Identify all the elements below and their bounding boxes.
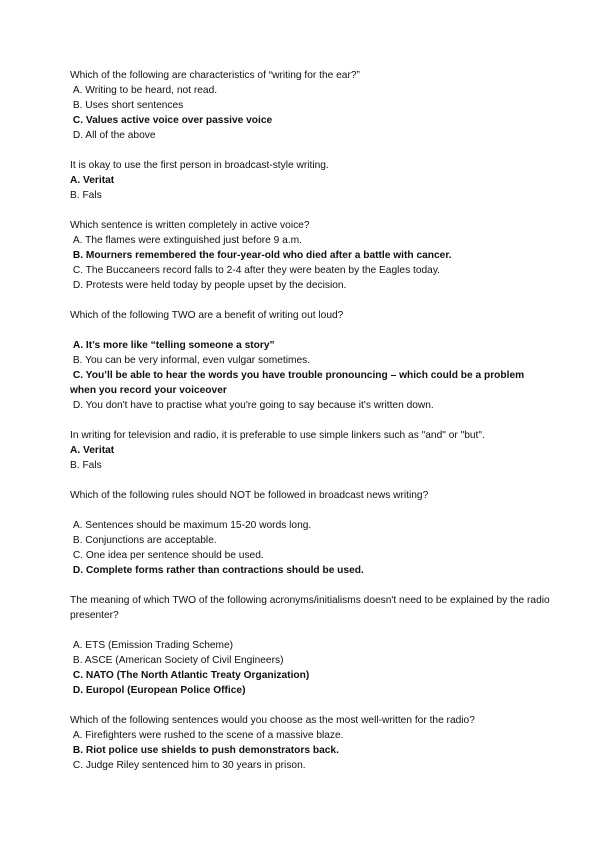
question-block xyxy=(70,308,550,413)
question-spacer xyxy=(70,323,550,338)
answer-option: A. Sentences should be maximum 15-20 words long. xyxy=(70,520,312,531)
answer-option-correct: B. Mourners remembered the four-year-old who died after a battle with cancer. xyxy=(70,250,452,261)
answer-option-correct: C. Values active voice over passive voice xyxy=(70,115,273,126)
question-spacer xyxy=(70,503,550,518)
question-block xyxy=(70,713,550,773)
answer-option-correct: D. Europol (European Police Office) xyxy=(70,685,246,696)
answer-option-correct: D. Complete forms rather than contractions should be used. xyxy=(70,565,364,576)
question-text: Which of the following sentences would you choose as the most well-written for the radio? xyxy=(70,715,475,726)
answer-option: D. You don't have to practise what you're going to say because it's written down. xyxy=(70,400,434,411)
answer-option: A. The flames were extinguished just before 9 a.m. xyxy=(70,235,302,246)
answer-option-correct: B. Riot police use shields to push demonstrators back. xyxy=(70,745,339,756)
answer-option: C. Judge Riley sentenced him to 30 years in prison. xyxy=(70,760,306,771)
answer-option: B. Fals xyxy=(70,190,102,201)
answer-option: D. All of the above xyxy=(70,130,156,141)
question-text: Which of the following are characteristics of “writing for the ear?” xyxy=(70,70,360,81)
question-text: Which of the following rules should NOT be followed in broadcast news writing? xyxy=(70,490,429,501)
answer-option: C. The Buccaneers record falls to 2-4 after they were beaten by the Eagles today. xyxy=(70,265,440,276)
answer-option-correct: A. Veritat xyxy=(70,175,115,186)
answer-option: D. Protests were held today by people upset by the decision. xyxy=(70,280,347,291)
question-block xyxy=(70,158,550,203)
question-text: The meaning of which TWO of the following acronyms/initialisms doesn't need to be explained by the radio presenter? xyxy=(70,595,553,621)
question-text: Which of the following TWO are a benefit of writing out loud? xyxy=(70,310,344,321)
question-block xyxy=(70,593,553,698)
question-text: Which sentence is written completely in active voice? xyxy=(70,220,310,231)
question-block xyxy=(70,68,550,143)
answer-option: B. Uses short sentences xyxy=(70,100,184,111)
answer-option: B. Conjunctions are acceptable. xyxy=(70,535,217,546)
question-spacer xyxy=(70,623,550,638)
answer-option: B. Fals xyxy=(70,460,102,471)
answer-option: B. You can be very informal, even vulgar sometimes. xyxy=(70,355,311,366)
question-text: In writing for television and radio, it is preferable to use simple linkers such as "and" or "but". xyxy=(70,430,485,441)
answer-option-correct: A. Veritat xyxy=(70,445,115,456)
question-block xyxy=(70,218,550,293)
answer-option: A. Writing to be heard, not read. xyxy=(70,85,218,96)
answer-option-correct: A. It’s more like “telling someone a story” xyxy=(70,340,275,351)
answer-option-correct: C. You’ll be able to hear the words you have trouble pronouncing – which could be a problem when you record your voiceover xyxy=(70,370,528,396)
answer-option-correct: C. NATO (The North Atlantic Treaty Organization) xyxy=(70,670,310,681)
answer-option: B. ASCE (American Society of Civil Engineers) xyxy=(70,655,284,666)
answer-option: C. One idea per sentence should be used. xyxy=(70,550,264,561)
answer-option: A. Firefighters were rushed to the scene of a massive blaze. xyxy=(70,730,344,741)
question-text: It is okay to use the first person in broadcast-style writing. xyxy=(70,160,329,171)
answer-option: A. ETS (Emission Trading Scheme) xyxy=(70,640,234,651)
question-block xyxy=(70,488,550,578)
quiz-document xyxy=(70,68,553,788)
question-block xyxy=(70,428,550,473)
